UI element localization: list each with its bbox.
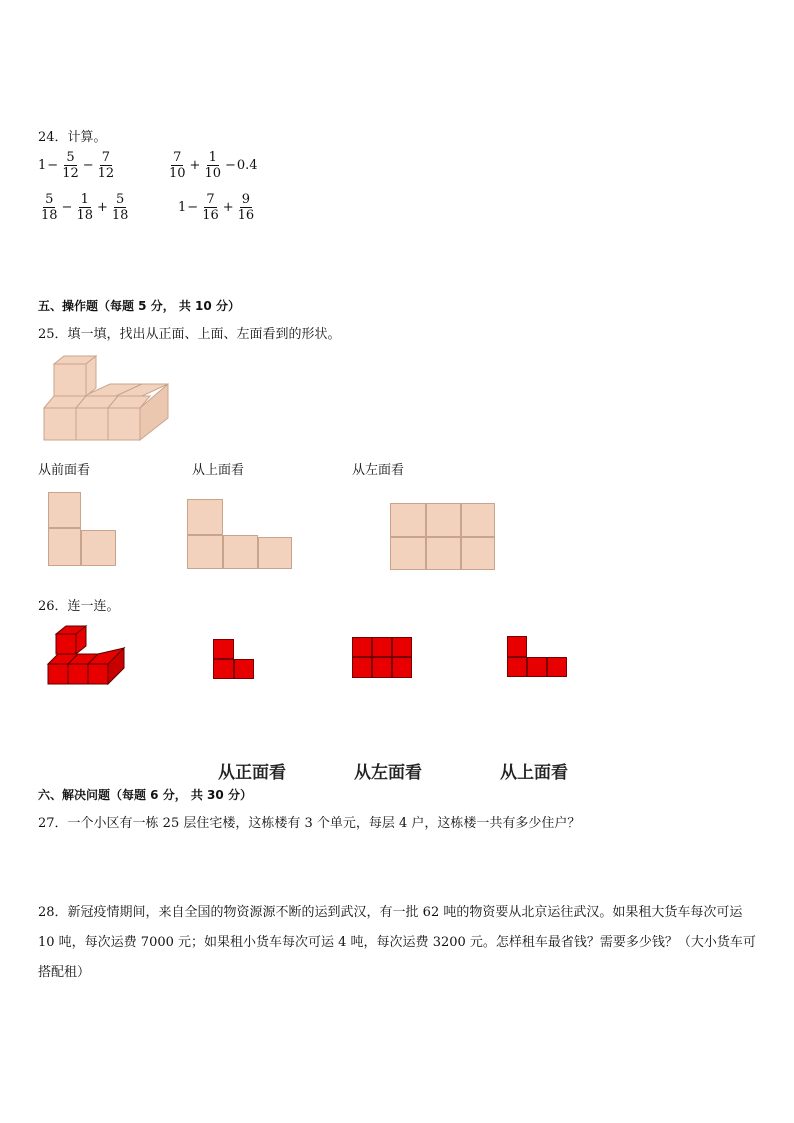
operator: −	[225, 158, 236, 173]
fraction: $\frac{5}{12}$	[62, 150, 79, 181]
question-26-title: 26．连一连。	[38, 599, 120, 614]
match-label-front: 从正面看	[218, 763, 286, 783]
fraction: $\frac{7}{12}$	[97, 150, 115, 181]
fraction: $\frac{7}{16}$	[202, 192, 219, 223]
square	[461, 503, 495, 537]
square	[258, 537, 292, 569]
red-square	[507, 657, 527, 677]
square	[187, 535, 223, 569]
cube-solid-figure	[40, 352, 172, 444]
number: 1	[38, 158, 47, 173]
question-25-title: 25．填一填，找出从正面、上面、左面看到的形状。	[38, 327, 341, 342]
square	[223, 535, 258, 569]
red-square	[213, 639, 234, 659]
fraction: $\frac{7}{10}$	[169, 150, 186, 181]
red-square	[213, 659, 234, 679]
square	[187, 499, 223, 535]
fraction: $\frac{5}{18}$	[111, 192, 129, 223]
red-square	[547, 657, 567, 677]
cube-front-face	[44, 408, 76, 440]
square	[48, 492, 81, 528]
question-27-text: 27．一个小区有一栋 25 层住宅楼，这栋楼有 3 个单元，每层 4 户，这栋楼一共有多少住户？	[38, 816, 581, 831]
operator: −	[187, 200, 199, 215]
red-square	[352, 657, 372, 678]
square	[48, 528, 81, 566]
operator: +	[222, 200, 234, 215]
square	[390, 503, 426, 537]
red-square	[234, 659, 254, 679]
red-square	[372, 637, 392, 657]
square	[390, 537, 426, 570]
red-cube-solid-figure	[44, 624, 128, 688]
cube-front-face	[54, 364, 86, 396]
square	[81, 530, 116, 566]
square	[426, 503, 461, 537]
expression-4	[178, 192, 257, 223]
section-5-heading: 五、操作题（每题 5 分， 共 10 分）	[38, 299, 240, 313]
cube-front-face	[76, 408, 108, 440]
fraction: $\frac{9}{16}$	[237, 192, 255, 223]
red-square	[392, 657, 412, 678]
section-6-heading: 六、解决问题（每题 6 分， 共 30 分）	[38, 788, 252, 802]
fraction: $\frac{5}{18}$	[41, 192, 58, 223]
fraction: $\frac{1}{18}$	[76, 192, 93, 223]
match-label-top: 从上面看	[500, 763, 568, 783]
square	[426, 537, 461, 570]
red-square	[392, 637, 412, 657]
view-label-top: 从上面看	[192, 463, 245, 478]
square	[461, 537, 495, 570]
cube-front-face	[108, 408, 140, 440]
view-label-front: 从前面看	[38, 463, 91, 478]
operator: −	[61, 200, 73, 215]
red-square	[527, 657, 547, 677]
operator: −	[82, 158, 94, 173]
expression-1	[38, 150, 117, 181]
operator: +	[97, 200, 108, 215]
operator: −	[47, 158, 59, 173]
number: 1	[178, 200, 187, 215]
expression-3	[38, 192, 131, 223]
question-28-text: 28．新冠疫情期间，来自全国的物资源源不断的运到武汉，有一批 62 吨的物资要从北京运往武汉。如果租大货车每次可运 10 吨，每次运费 7000 元；如果租小货车每次可运 4 吨，每次运费 3200 元。怎样租车最省钱？需要多少钱？（大小货车可搭配租）	[38, 905, 756, 980]
fraction: $\frac{1}{10}$	[204, 150, 221, 181]
number: 0.4	[236, 158, 258, 173]
expression-2	[166, 150, 258, 181]
question-24-title: 24．计算。	[38, 130, 107, 145]
operator: +	[189, 158, 201, 173]
red-square	[352, 637, 372, 657]
red-square	[507, 636, 527, 657]
view-label-left: 从左面看	[352, 463, 405, 478]
match-label-left: 从左面看	[354, 763, 422, 783]
red-square	[372, 657, 392, 678]
